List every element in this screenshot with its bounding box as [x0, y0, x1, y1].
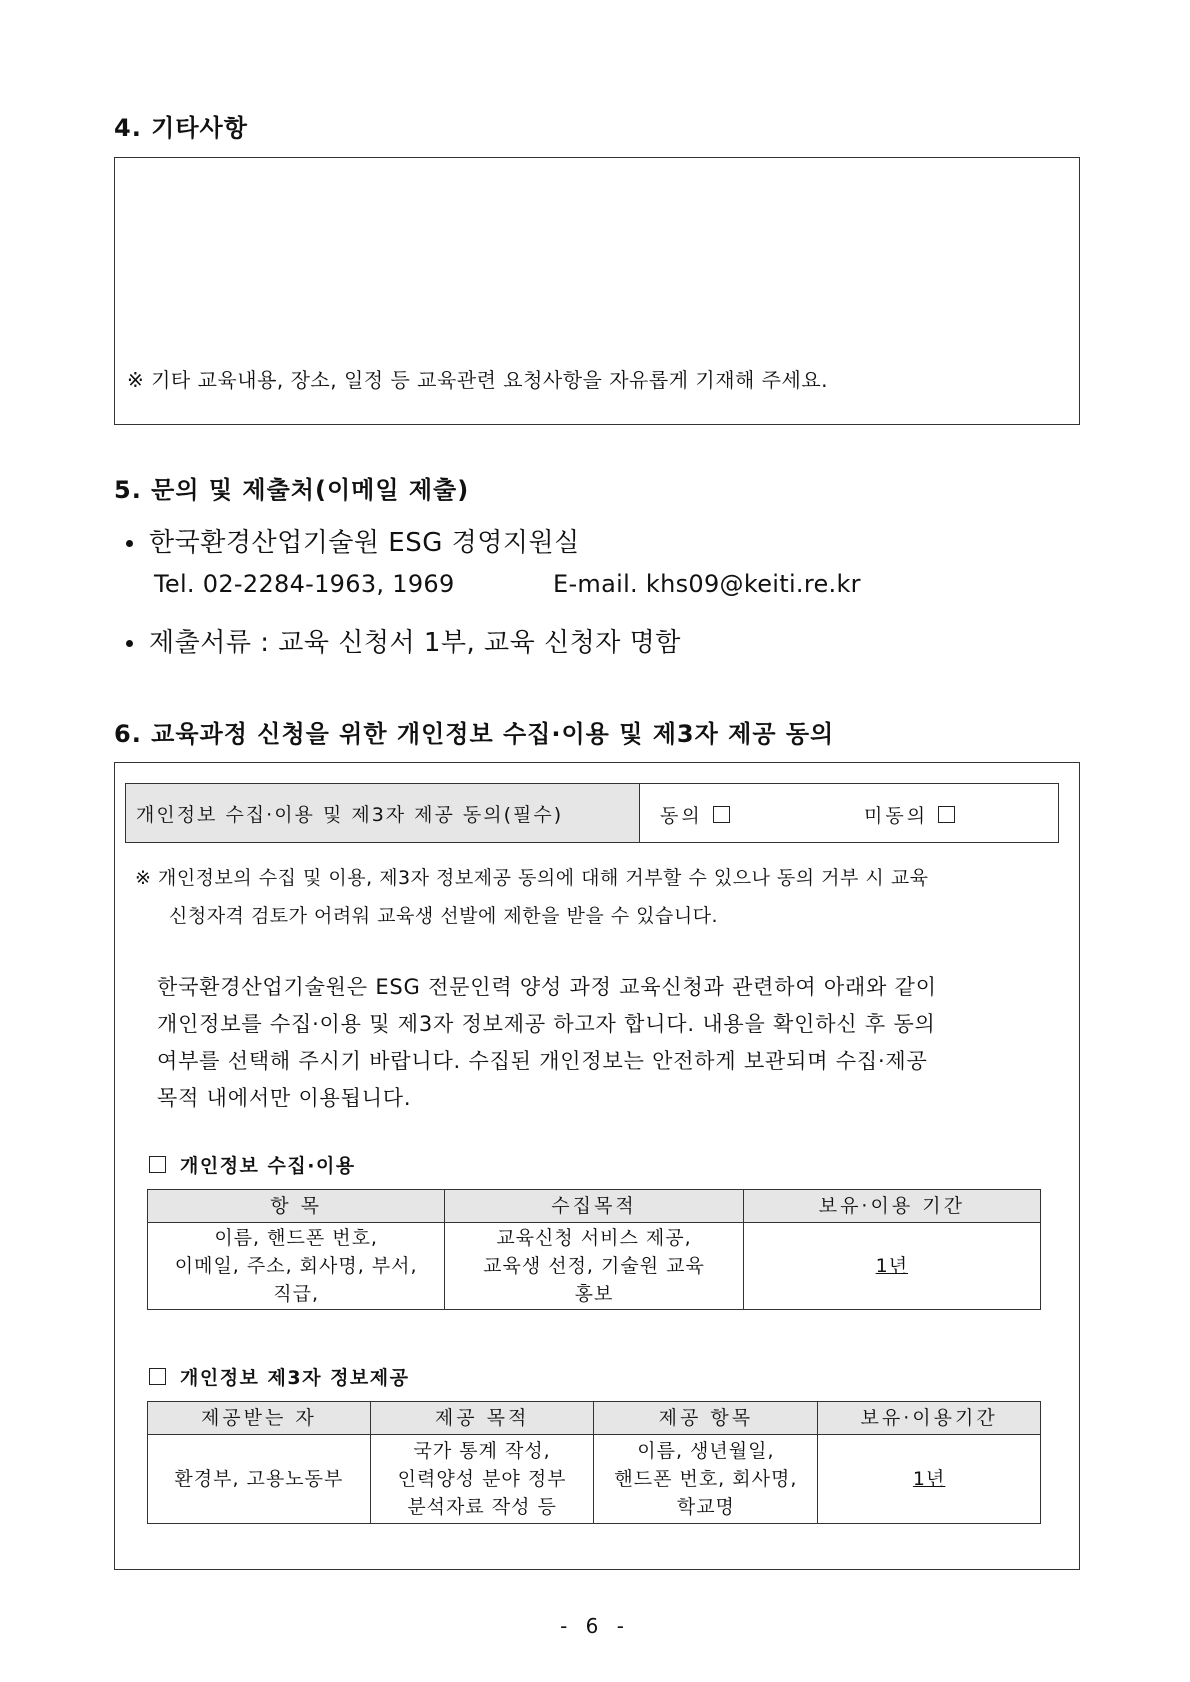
table-header-row [148, 1402, 1041, 1435]
provided-items-cell: 이름, 생년월일, 핸드폰 번호, 회사명, 학교명 [594, 1435, 818, 1524]
collected-items-cell: 이름, 핸드폰 번호, 이메일, 주소, 회사명, 부서, 직급, [148, 1223, 445, 1310]
bullet-icon [126, 640, 133, 647]
collection-purpose-cell: 교육신청 서비스 제공, 교육생 선정, 기술원 교육 홍보 [445, 1223, 743, 1310]
other-requests-box[interactable] [114, 157, 1080, 425]
provision-purpose-cell: 국가 통계 작성, 인력양성 분야 정부 분석자료 작성 등 [370, 1435, 594, 1524]
retention-period-cell: 1년 [743, 1223, 1040, 1310]
consent-warning-line: ※ 개인정보의 수집 및 이용, 제3자 정보제공 동의에 대해 거부할 수 있으나 동의 거부 시 교육 [135, 867, 929, 889]
contact-org-item [126, 522, 580, 559]
checkbox-icon [149, 1156, 166, 1173]
intro-line: 목적 내에서만 이용됩니다. [157, 1086, 412, 1110]
third-party-title: 개인정보 제3자 정보제공 [180, 1367, 410, 1389]
section-6-heading: 6. 교육과정 신청을 위한 개인정보 수집·이용 및 제3자 제공 동의 [114, 720, 835, 748]
table-row [148, 1223, 1041, 1310]
table-row [148, 1435, 1041, 1524]
table-header: 보유·이용기간 [818, 1402, 1041, 1435]
consent-intro [157, 969, 1047, 1117]
intro-line: 여부를 선택해 주시기 바랍니다. 수집된 개인정보는 안전하게 보관되며 수집·제공 [157, 1049, 928, 1073]
intro-line: 개인정보를 수집·이용 및 제3자 정보제공 하고자 합니다. 내용을 확인하신 후 동의 [157, 1012, 936, 1036]
consent-warning-line: 신청자격 검토가 어려워 교육생 선발에 제한을 받을 수 있습니다. [169, 905, 719, 927]
intro-line: 한국환경산업기술원은 ESG 전문인력 양성 과정 교육신청과 관련하여 아래와 같이 [157, 975, 937, 999]
table-header: 제공 목적 [370, 1402, 594, 1435]
disagree-option[interactable] [864, 801, 955, 828]
retention-period-cell: 1년 [818, 1435, 1041, 1524]
agree-checkbox[interactable] [713, 806, 730, 823]
table-header: 제공 항목 [594, 1402, 818, 1435]
other-requests-note: ※ 기타 교육내용, 장소, 일정 등 교육관련 요청사항을 자유롭게 기재해 주세요. [127, 368, 829, 392]
collection-title: 개인정보 수집·이용 [180, 1155, 356, 1177]
agree-option[interactable] [660, 801, 730, 828]
table-header: 수집목적 [445, 1190, 743, 1223]
checkbox-icon [149, 1368, 166, 1385]
consent-warning [135, 859, 929, 935]
consent-label: 개인정보 수집·이용 및 제3자 제공 동의(필수) [126, 784, 640, 842]
agree-label: 동의 [660, 805, 703, 827]
table-header: 항 목 [148, 1190, 445, 1223]
contact-org: 한국환경산업기술원 ESG 경영지원실 [149, 528, 580, 558]
page-number: - 6 - [560, 1614, 630, 1638]
third-party-table [147, 1401, 1041, 1524]
contact-email[interactable]: E-mail. khs09@keiti.re.kr [553, 570, 861, 598]
table-header: 제공받는 자 [148, 1402, 371, 1435]
consent-box [114, 762, 1080, 1570]
collection-table [147, 1189, 1041, 1310]
bullet-icon [126, 540, 133, 547]
submission-documents-item [126, 622, 681, 659]
contact-phone: Tel. 02-2284-1963, 1969 [154, 570, 455, 598]
consent-bar [125, 783, 1059, 843]
disagree-label: 미동의 [864, 805, 929, 827]
table-header-row [148, 1190, 1041, 1223]
section-4-heading: 4. 기타사항 [114, 114, 248, 142]
disagree-checkbox[interactable] [938, 806, 955, 823]
table-header: 보유·이용 기간 [743, 1190, 1040, 1223]
recipient-cell: 환경부, 고용노동부 [148, 1435, 371, 1524]
third-party-subheading [149, 1363, 410, 1390]
submission-documents: 제출서류 : 교육 신청서 1부, 교육 신청자 명함 [149, 628, 681, 658]
collection-subheading [149, 1151, 356, 1178]
section-5-heading: 5. 문의 및 제출처(이메일 제출) [114, 476, 470, 504]
consent-options [640, 784, 1058, 842]
